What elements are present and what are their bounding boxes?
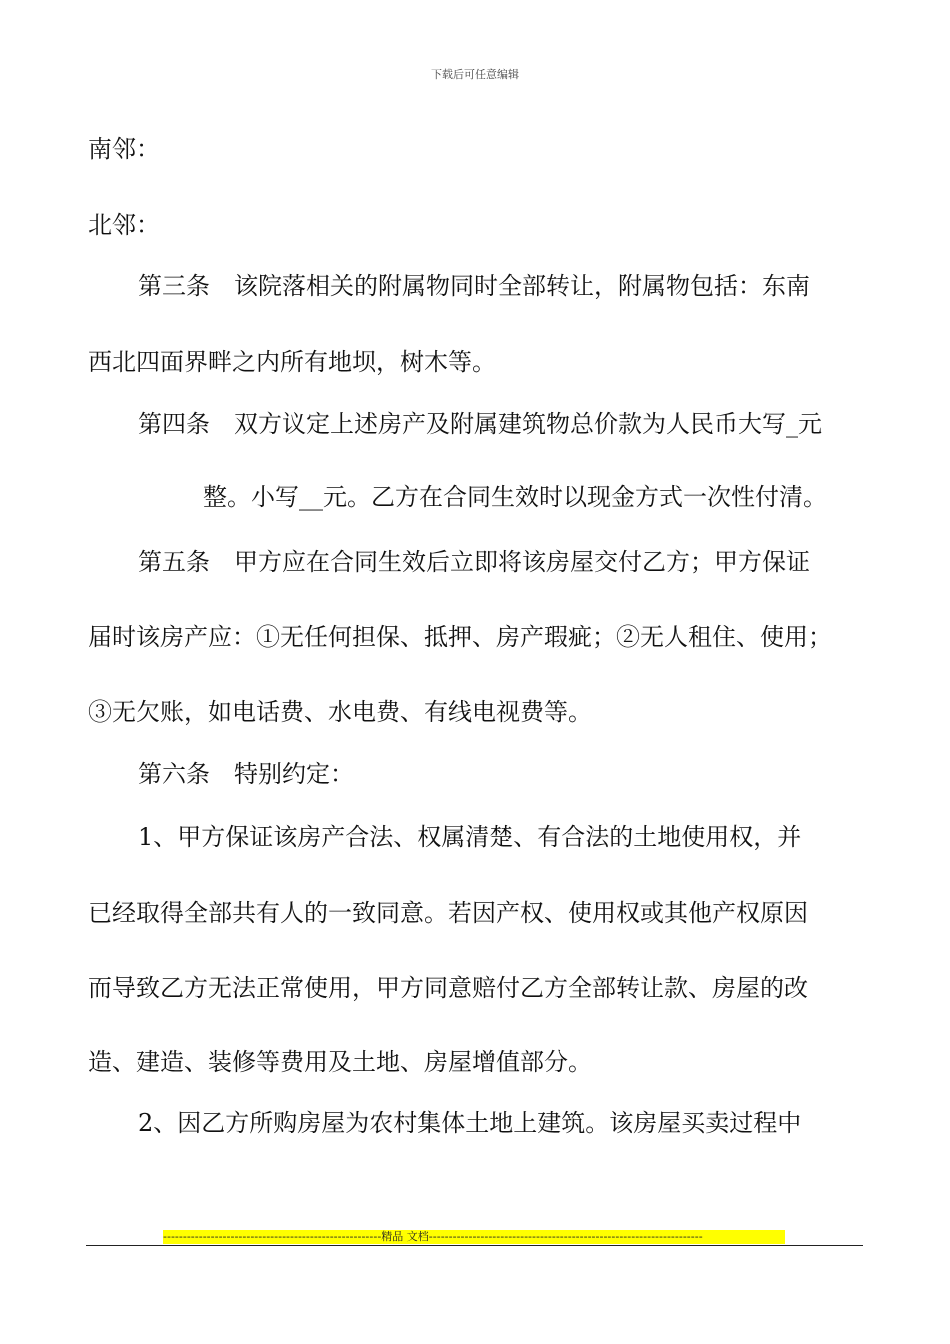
article-6-title: 第六条 特别约定： <box>138 760 354 788</box>
clause-1-line-1: 1、甲方保证该房产合法、权属清楚、有合法的土地使用权，并 <box>138 823 802 851</box>
line-north-neighbor: 北邻： <box>88 211 160 239</box>
clause-1-line-3: 而导致乙方无法正常使用，甲方同意赔付乙方全部转让款、房屋的改 <box>88 974 808 1002</box>
article-3-line-2: 西北四面界畔之内所有地坝，树木等。 <box>88 348 496 376</box>
page-header: 下载后可任意编辑 <box>431 68 519 81</box>
clause-1-line-4: 造、建造、装修等费用及土地、房屋增值部分。 <box>88 1048 592 1076</box>
article-5-line-2: 届时该房产应：①无任何担保、抵押、房产瑕疵；②无人租住、使用； <box>88 623 832 651</box>
article-5-line-1: 第五条 甲方应在合同生效后立即将该房屋交付乙方；甲方保证 <box>138 548 810 576</box>
article-4-line-2: 整。小写__元。乙方在合同生效时以现金方式一次性付清。 <box>203 483 827 511</box>
footer-divider <box>86 1245 863 1246</box>
clause-2-line-1: 2、因乙方所购房屋为农村集体土地上建筑。该房屋买卖过程中 <box>138 1109 802 1137</box>
clause-1-line-2: 已经取得全部共有人的一致同意。若因产权、使用权或其他产权原因 <box>88 899 808 927</box>
article-5-line-3: ③无欠账，如电话费、水电费、有线电视费等。 <box>88 698 592 726</box>
article-4-line-1: 第四条 双方议定上述房产及附属建筑物总价款为人民币大写_元 <box>138 410 822 438</box>
line-south-neighbor: 南邻： <box>88 135 160 163</box>
article-3-line-1: 第三条 该院落相关的附属物同时全部转让，附属物包括：东南 <box>138 272 810 300</box>
footer-banner: -------------------------------------------------------精品 文档--------------------------------------------------------------------- <box>163 1230 785 1244</box>
